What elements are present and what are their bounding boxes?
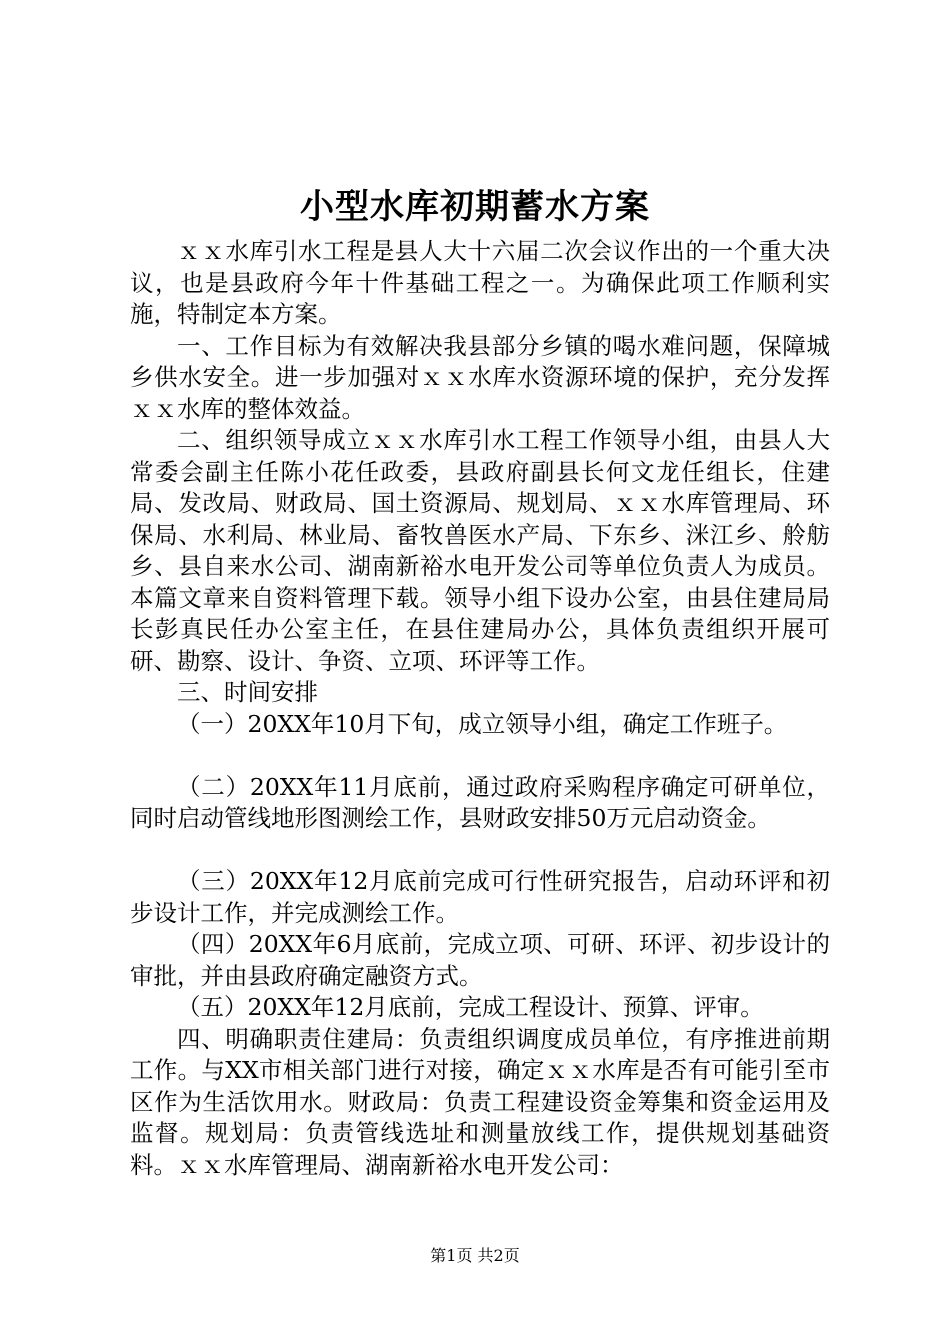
document-body — [130, 236, 830, 1181]
paragraph-schedule-4: （四）20XX年6月底前，完成立项、可研、环评、初步设计的审批，并由县政府确定融资方式。 — [130, 930, 830, 990]
paragraph-organization: 二、组织领导成立ｘｘ水库引水工程工作领导小组，由县人大常委会副主任陈小花任政委，县政府副县长何文龙任组长，住建局、发改局、财政局、国土资源局、规划局、ｘｘ水库管理局、环保局、水利局、林业局、畜牧兽医水产局、下东乡、洣江乡、舲舫乡、县自来水公司、湖南新裕水电开发公司等单位负责人为成员。本篇文章来自资料管理下载。领导小组下设办公室，由县住建局局长彭真民任办公室主任，在县住建局办公，具体负责组织开展可研、勘察、设计、争资、立项、环评等工作。 — [130, 426, 830, 675]
paragraph-schedule-heading: 三、时间安排 — [177, 678, 318, 706]
paragraph-schedule-5: （五）20XX年12月底前，完成工程设计、预算、评审。 — [177, 993, 764, 1021]
document-title: 小型水库初期蓄水方案 — [300, 187, 650, 227]
paragraph-schedule-2: （二）20XX年11月底前，通过政府采购程序确定可研单位，同时启动管线地形图测绘工作，县财政安排50万元启动资金。 — [130, 772, 830, 832]
paragraph-schedule-3: （三）20XX年12月底前完成可行性研究报告，启动环评和初步设计工作，并完成测绘工作。 — [130, 867, 830, 927]
page-footer: 第1页 共2页 — [430, 1246, 520, 1265]
paragraph-schedule-1: （一）20XX年10月下旬，成立领导小组，确定工作班子。 — [177, 709, 788, 738]
paragraph-intro: ｘｘ水库引水工程是县人大十六届二次会议作出的一个重大决议，也是县政府今年十件基础工程之一。为确保此项工作顺利实施，特制定本方案。 — [130, 237, 830, 328]
paragraph-responsibilities: 四、明确职责住建局：负责组织调度成员单位，有序推进前期工作。与XX市相关部门进行对接，确定ｘｘ水库是否有可能引至市区作为生活饮用水。财政局：负责工程建设资金筹集和资金运用及监督。规划局：负责管线选址和测量放线工作，提供规划基础资料。ｘｘ水库管理局、湖南新裕水电开发公司： — [130, 1024, 830, 1179]
paragraph-work-goal: 一、工作目标为有效解决我县部分乡镇的喝水难问题，保障城乡供水安全。进一步加强对ｘｘ水库水资源环境的保护，充分发挥ｘｘ水库的整体效益。 — [130, 331, 830, 423]
